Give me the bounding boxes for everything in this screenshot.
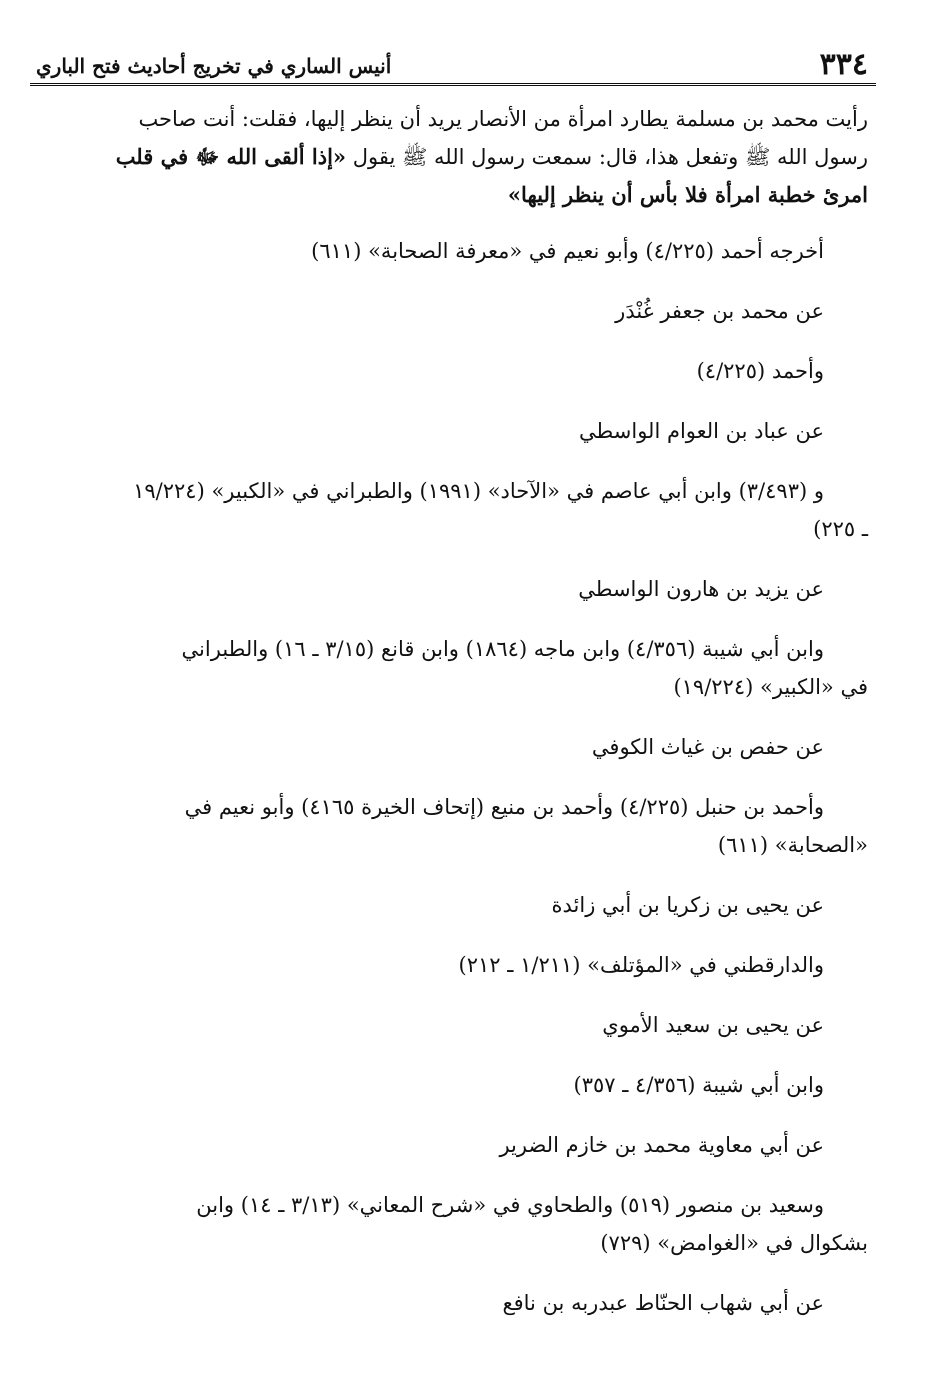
narrator-chain: عن عباد بن العوام الواسطي: [579, 419, 824, 443]
source-entry: [60, 1186, 868, 1262]
hadith-quote-start: «إذا ألقى الله ﷻ في قلب: [115, 144, 347, 169]
narrator-chain: عن يحيى بن سعيد الأموي: [602, 1013, 824, 1037]
source-line: بشكوال في «الغوامض» (٧٢٩): [600, 1231, 868, 1255]
source-entry: [60, 472, 868, 548]
source-entry: وابن أبي شيبة (٤/٣٥٦ ـ ٣٥٧): [573, 1073, 824, 1097]
narrator-chain: عن يحيى بن زكريا بن أبي زائدة: [551, 893, 824, 917]
page-header: [30, 22, 874, 80]
hadith-line-1: رأيت محمد بن مسلمة يطارد امرأة من الأنصار يريد أن ينظر إليها، فقلت: أنت صاحب: [138, 107, 868, 131]
narrator-chain: عن يزيد بن هارون الواسطي: [578, 577, 824, 601]
source-line: و (٣/٤٩٣) وابن أبي عاصم في «الآحاد» (١٩٩١) والطبراني في «الكبير» (١٩/٢٢٤: [133, 479, 824, 503]
source-entry: أخرجه أحمد (٤/٢٢٥) وأبو نعيم في «معرفة الصحابة» (٦١١): [311, 239, 824, 263]
source-line: في «الكبير» (١٩/٢٢٤): [673, 675, 868, 699]
source-entry: والدارقطني في «المؤتلف» (١/٢١١ ـ ٢١٢): [458, 953, 824, 977]
source-entry: [60, 788, 868, 864]
narrator-chain: عن محمد بن جعفر غُنْدَر: [615, 299, 824, 323]
page-number: ٣٣٤: [819, 47, 868, 82]
hadith-quote-end: امرئ خطبة امرأة فلا بأس أن ينظر إليها»: [507, 182, 868, 207]
page-body: [60, 100, 868, 1344]
hadith-line-2: رسول الله ﷺ وتفعل هذا، قال: سمعت رسول الله ﷺ يقول: [346, 145, 868, 169]
source-line: وسعيد بن منصور (٥١٩) والطحاوي في «شرح المعاني» (٣/١٣ ـ ١٤) وابن: [196, 1193, 824, 1217]
source-entry: وأحمد (٤/٢٢٥): [696, 359, 824, 383]
hadith-text: [60, 100, 868, 214]
header-rule: [30, 83, 876, 86]
source-line: وأحمد بن حنبل (٤/٢٢٥) وأحمد بن منيع (إتحاف الخيرة ٤١٦٥) وأبو نعيم في: [184, 795, 824, 819]
source-line: «الصحابة» (٦١١): [717, 833, 868, 857]
source-line: ـ ٢٢٥): [813, 517, 868, 541]
source-line: وابن أبي شيبة (٤/٣٥٦) وابن ماجه (١٨٦٤) وابن قانع (٣/١٥ ـ ١٦) والطبراني: [181, 637, 824, 661]
narrator-chain: عن حفص بن غياث الكوفي: [591, 735, 824, 759]
narrator-chain: عن أبي معاوية محمد بن خازم الضرير: [499, 1133, 824, 1157]
narrator-chain: عن أبي شهاب الحنّاط عبدربه بن نافع: [502, 1291, 824, 1315]
source-entry: [60, 630, 868, 706]
running-title: أنيس الساري في تخريج أحاديث فتح الباري: [36, 54, 392, 78]
